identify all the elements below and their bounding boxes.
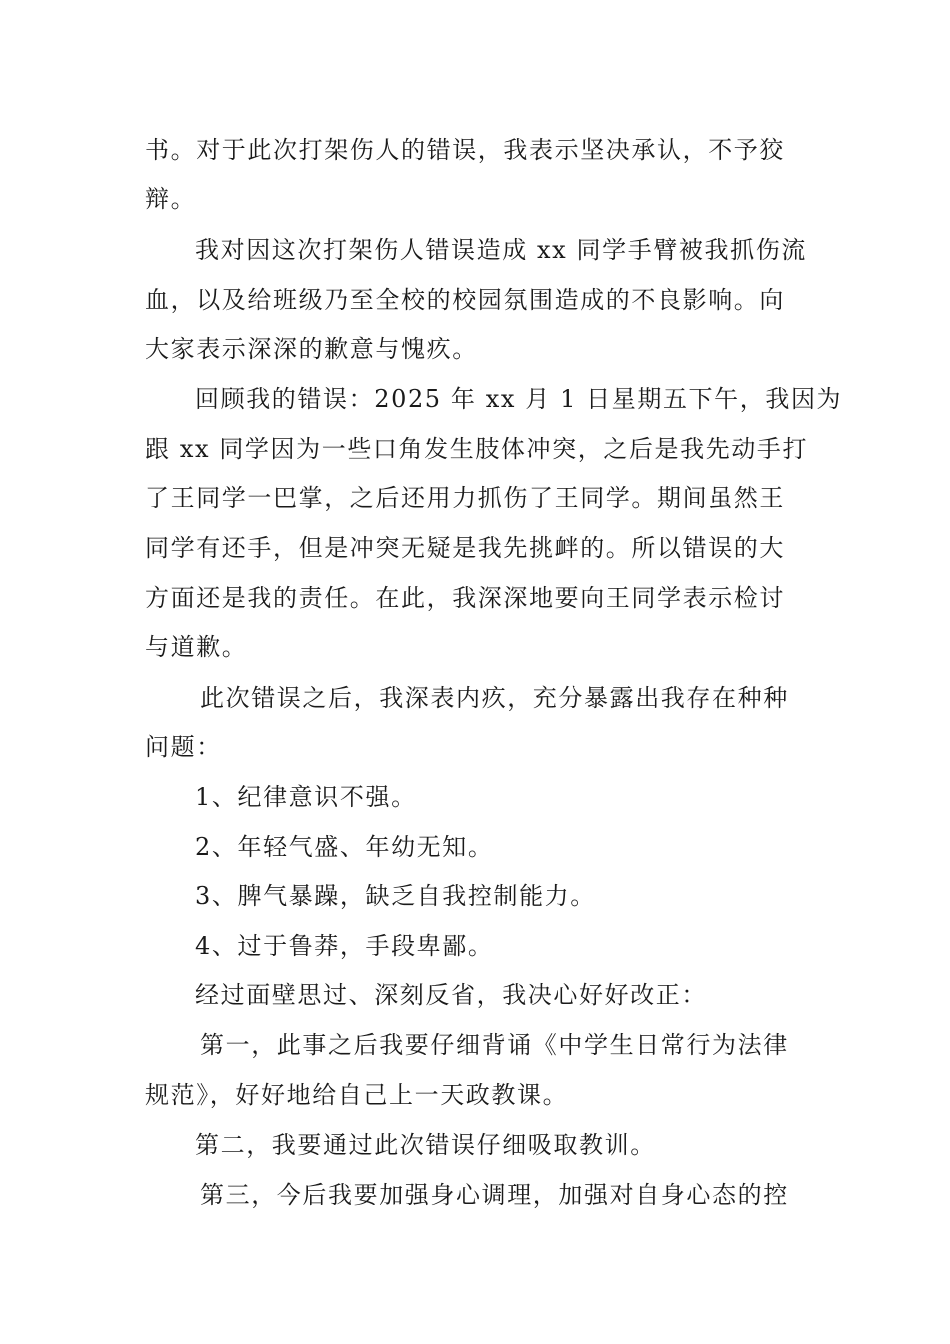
- list-item: 4、过于鲁莽，手段卑鄙。: [195, 932, 494, 960]
- paragraph-first-line: 此次错误之后，我深表内疚，充分暴露出我存在种种: [200, 684, 789, 712]
- paragraph-first-line: 经过面壁思过、深刻反省，我决心好好改正：: [195, 981, 707, 1009]
- text-line: 与道歉。: [145, 633, 248, 661]
- text-line: 跟 xx 同学因为一些口角发生肢体冲突，之后是我先动手打: [145, 435, 809, 463]
- paragraph-first-line: 第一，此事之后我要仔细背诵《中学生日常行为法律: [200, 1031, 789, 1059]
- text-line: 规范》，好好地给自己上一天政教课。: [145, 1081, 569, 1109]
- text-line: 同学有还手，但是冲突无疑是我先挑衅的。所以错误的大: [145, 534, 785, 562]
- list-item: 3、脾气暴躁，缺乏自我控制能力。: [195, 882, 596, 910]
- text-line: 书。对于此次打架伤人的错误，我表示坚决承认，不予狡: [145, 136, 785, 164]
- text-line: 血，以及给班级乃至全校的校园氛围造成的不良影响。向: [145, 286, 785, 314]
- list-item: 2、年轻气盛、年幼无知。: [195, 833, 494, 861]
- paragraph-first-line: 第三，今后我要加强身心调理，加强对自身心态的控: [200, 1181, 789, 1209]
- text-line: 问题：: [145, 733, 222, 761]
- paragraph-first-line: 我对因这次打架伤人错误造成 xx 同学手臂被我抓伤流: [195, 236, 807, 264]
- list-item: 1、纪律意识不强。: [195, 783, 417, 811]
- text-line: 了王同学一巴掌，之后还用力抓伤了王同学。期间虽然王: [145, 484, 785, 512]
- text-line: 方面还是我的责任。在此，我深深地要向王同学表示检讨: [145, 584, 785, 612]
- paragraph-first-line: 第二，我要通过此次错误仔细吸取教训。: [195, 1131, 656, 1159]
- text-line: 辩。: [145, 185, 197, 213]
- text-line: 大家表示深深的歉意与愧疚。: [145, 335, 478, 363]
- paragraph-first-line: 回顾我的错误：2025 年 xx 月 1 日星期五下午，我因为: [195, 385, 843, 413]
